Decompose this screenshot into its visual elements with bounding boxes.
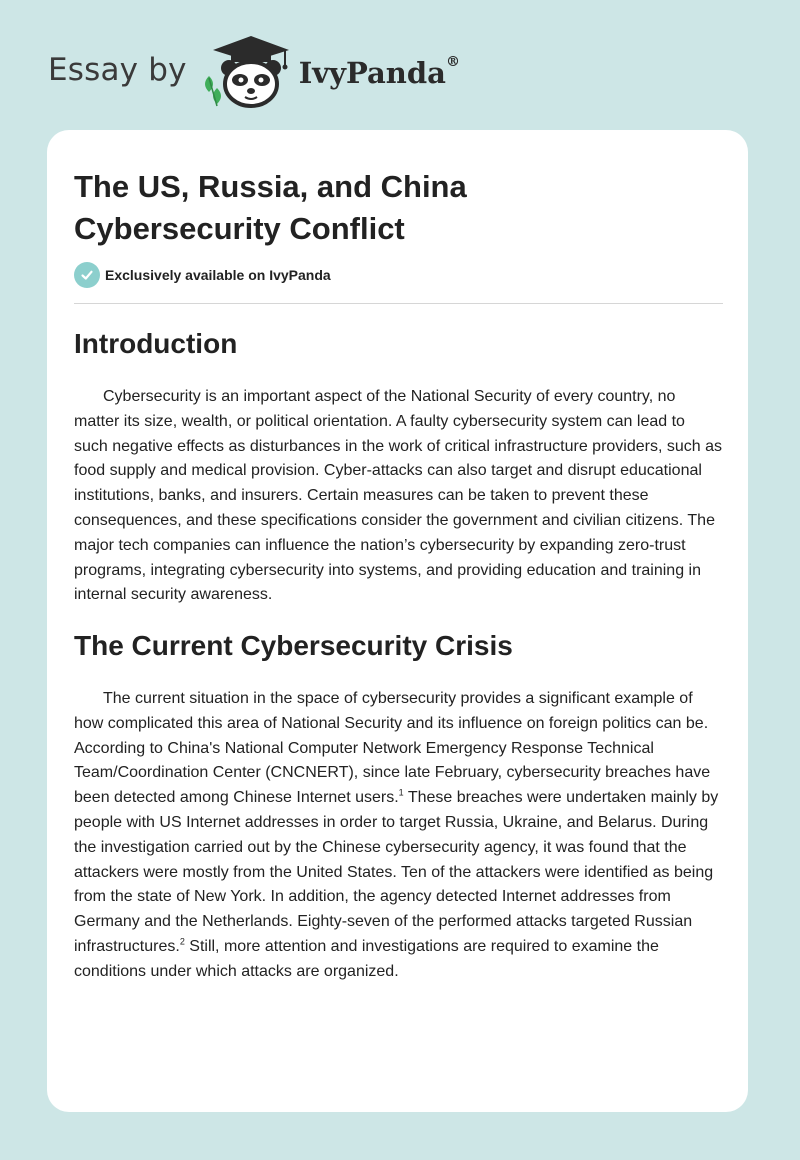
brand-name[interactable]: IvyPanda® bbox=[298, 54, 460, 90]
section-heading-current-crisis: The Current Cybersecurity Crisis bbox=[74, 630, 513, 661]
essay-card bbox=[47, 130, 748, 1112]
site-header bbox=[48, 30, 460, 110]
footnote-1[interactable]: 1 bbox=[398, 787, 404, 798]
exclusive-label: Exclusively available on IvyPanda bbox=[105, 267, 331, 283]
section-heading-introduction: Introduction bbox=[74, 328, 238, 359]
page-title: The US, Russia, and China Cybersecurity Conflict bbox=[74, 169, 467, 246]
paragraph-current-crisis: The current situation in the space of cybersecurity provides a significant example of how complicated this area of National Security and its influence on foreign politics can be. According to China's National Computer Network Emergency Response Technical Team/Coordination Center (CNCNERT), since late February, cybersecurity breaches have been detected among Chinese Internet users.$^1$ These breaches were undertaken mainly by people with US Internet addresses in order to target Russia, Ukraine, and Belarus. During the investigation carried out by the Chinese cybersecurity agency, it was found that the attackers were mostly from the United States. Ten of the attackers were identified as being from the state of New York. In addition, the agency detected Internet addresses from Germany and the Netherlands. Eighty-seven of the performed attacks targeted Russian infrastructures.$^2$ Still, more attention and investigations are required to examine the conditions under which attacks are organized. bbox=[74, 690, 719, 980]
check-icon bbox=[74, 262, 100, 288]
ivypanda-logo-icon[interactable] bbox=[199, 30, 295, 110]
exclusive-badge bbox=[74, 262, 331, 288]
footnote-2[interactable]: 2 bbox=[179, 936, 185, 947]
divider bbox=[74, 303, 723, 304]
paragraph-introduction: Cybersecurity is an important aspect of the National Security of every country, no matter its size, wealth, or political orientation. A faulty cybersecurity system can lead to such negative effects as disturbances in the work of critical infrastructure providers, such as food supply and medical provision. Cyber-attacks can also target and disrupt educational institutions, banks, and insurers. Certain measures can be taken to prevent these consequences, and these specifications consider the government and civilian citizens. The major tech companies can influence the nation’s cybersecurity by expanding zero-trust programs, integrating cybersecurity into systems, and providing education and training in internal security awareness. bbox=[74, 388, 723, 604]
essay-by-label: Essay by bbox=[48, 52, 187, 88]
